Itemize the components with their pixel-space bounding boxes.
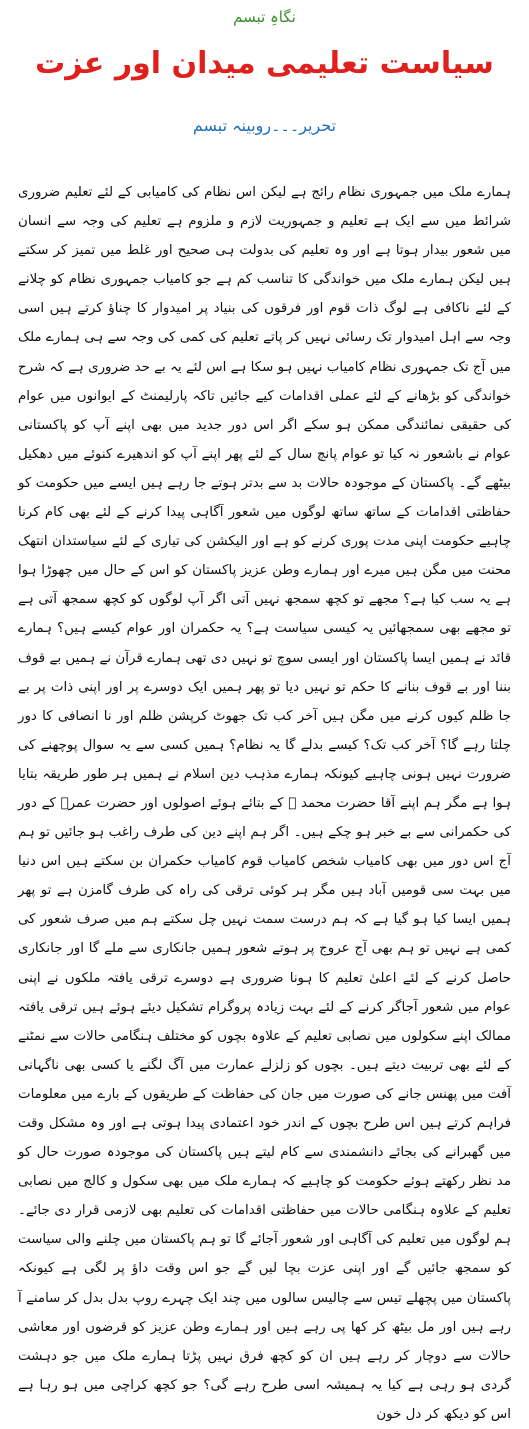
article-title: سیاست تعلیمی میدان اور عزت bbox=[35, 46, 494, 81]
article-body bbox=[18, 178, 511, 1429]
article-paragraph: ہمارے ملک میں جمہوری نظام رائج ہے لیکن اس نظام کی کامیابی کے لئے تعلیم ضروری شرائط میں سے ایک ہے تعلیم و جمہوریت لازم و ملزوم ہے تعلیم کی وجہ سے انسان میں شعور بیدار ہوتا ہے اور وہ تعلیم کی بدولت ہی صحیح اور غلط میں تمیز کر سکتے ہیں لیکن ہمارے ملک میں خواندگی کا تناسب کم ہے جو کامیاب جمہوری نظام کو چلانے کے لئے ناکافی ہے لوگ ذات قوم اور فرقوں کی بنیاد پر امیدوار کا چناؤ کرتے ہیں اسی وجہ سے اہل امیدوار تک رسائی نہیں کر پاتے تعلیم کی کمی کی وجہ سے ہی ہمارے ملک میں آج تک جمہوری نظام کامیاب نہیں ہو سکا ہے اس لئے یہ بے حد ضروری ہے کہ شرح خواندگی کو بڑھانے کے لئے عملی اقدامات کیے جائیں تاکہ پارلیمنٹ کے ایوانوں میں عوام کی حقیقی نمائندگی ممکن ہو سکے اگر اس دور جدید میں بھی اپنے آپ کو پاکستانی عوام نے باشعور نہ کیا تو عوام پانچ سال کے لئے پھر اپنے آپ کو اندھیرے کنوئے میں دھکیل بیٹھے گے۔ پاکستان کے موجودہ حالات بد سے بدتر ہوتے جا رہے ہیں ایسے میں حکومت کو حفاظتی اقدامات کے ساتھ ساتھ لوگوں میں شعور آگاہی پیدا کرنے کے لئے بھی کام کرنا چاہیے حکومت اپنی مدت پوری کرنے کو ہے اور الیکشن کی تیاری کے لئے سیاستدان انتھک محنت میں مگن ہیں میرے اور ہمارے وطن عزیز پاکستان کو اس کے حال میں چھوڑا ہوا ہے یہ سب کیا ہے؟ مجھے تو کچھ سمجھ نہیں آتی اگر آپ لوگوں کو کچھ سمجھ آتی ہے تو مجھے بھی سمجھائیں یہ کیسی سیاست ہے؟ یہ حکمران اور عوام کیسے ہیں؟ ہمارے قائد نے ہمیں ایسا پاکستان اور ایسی سوچ تو نہیں دی تھی ہمارے قرآن نے ہمیں بے قوف بننا اور بے قوف بنانے کا حکم تو نہیں دیا تو پھر ہمیں ایک دوسرے پر اور اپنی ذات پر بے جا ظلم کیوں کرنے میں مگن ہیں آخر کب تک جھوٹ کرپشن ظلم اور نا انصافی کا دور چلتا رہے گا؟ آخر کب تک؟ کیسے بدلے گا یہ نظام؟ ہمیں کسی سے یہ سوال پوچھنے کی ضرورت نہیں ہونی چاہیے کیونکہ ہمارے مذہب دین اسلام نے ہمیں ہر طور طریقہ بتایا ہوا ہے مگر ہم اپنے آقا حضرت محمد ﷺ کے بتائے ہوئے اصولوں اور حضرت عمرؓ کے دور کی حکمرانی سے بے خبر ہو چکے ہیں۔ اگر ہم اپنے دین کی طرف راغب ہو جائیں تو ہم آج اس دور میں بھی کامیاب شخص کامیاب قوم کامیاب حکمران بن سکتے ہیں اس دنیا میں بہت سی قومیں آباد ہیں مگر ہر کوئی ترقی کی راہ کی طرف گامزن ہے تو پھر ہمیں ایسا کیا ہو گیا ہے کہ ہم درست سمت نہیں چل سکتے ہم میں صرف شعور کی کمی ہے نہیں تو ہم بھی آج عروج پر ہوتے شعور ہمیں جانکاری سے ملے گا اور جانکاری حاصل کرنے کے لئے اعلیٰ تعلیم کا ہونا ضروری ہے دوسرے ترقی یافتہ ملکوں نے اپنی عوام میں شعور آجاگر کرنے کے لئے بہت زیادہ پروگرام تشکیل دیئے ہوئے ہیں ترقی یافتہ ممالک اپنے سکولوں میں نصابی تعلیم کے علاوہ بچوں کو مختلف ہنگامی حالات سے نمٹنے کے لئے بھی تربیت دیتے ہیں۔ بچوں کو زلزلے عمارت میں آگ لگنے یا کسی بھی ناگہانی آفت میں پھنس جانے کی صورت میں جان کی حفاظت کے طریقوں کے بارے میں معلومات فراہم کرتے ہیں اس طرح بچوں کے اندر خود اعتمادی پیدا ہوتی ہے اور وہ مشکل وقت میں گھبرانے کی بجائے دانشمندی سے کام لیتے ہیں پاکستان کی موجودہ صورت حال کو مد نظر رکھتے ہوئے حکومت کو چاہیے کہ ہمارے ملک میں بھی سکول و کالج میں نصابی تعلیم کے علاوہ ہنگامی حالات میں حفاظتی اقدامات کی تعلیم بھی لازمی قرار دی جائے۔ ہم لوگوں میں تعلیم کی آگاہی اور شعور آجائے گا تو ہم پاکستان میں چلنے والی سیاست کو سمجھ جائیں گے اور اپنی عزت بچا لیں گے جو اس وقت داؤ پر لگی ہے کیونکہ پاکستان میں پچھلے تیس سے چالیس سالوں میں چند ایک چہرے روپ بدل بدل کر سامنے آ رہے ہیں اور مل بیٹھ کر کھا پی رہے ہیں اور ہمارے وطن عزیز کو قرضوں اور معاشی حالات سے دوچار کر رہے ہیں ان کو کچھ فرق نہیں پڑتا ہمارے ملک میں جو دہشت گردی ہو رہی ہے کیا یہ ہمیشہ اسی طرح رہے گی؟ جو کچھ کراچی میں ہو رہا ہے اس کو دیکھ کر دل خون bbox=[18, 185, 511, 1422]
column-name: نگاہِ تبسم bbox=[233, 8, 296, 26]
article-byline: تحریر۔۔۔روبینہ تبسم bbox=[192, 116, 337, 135]
